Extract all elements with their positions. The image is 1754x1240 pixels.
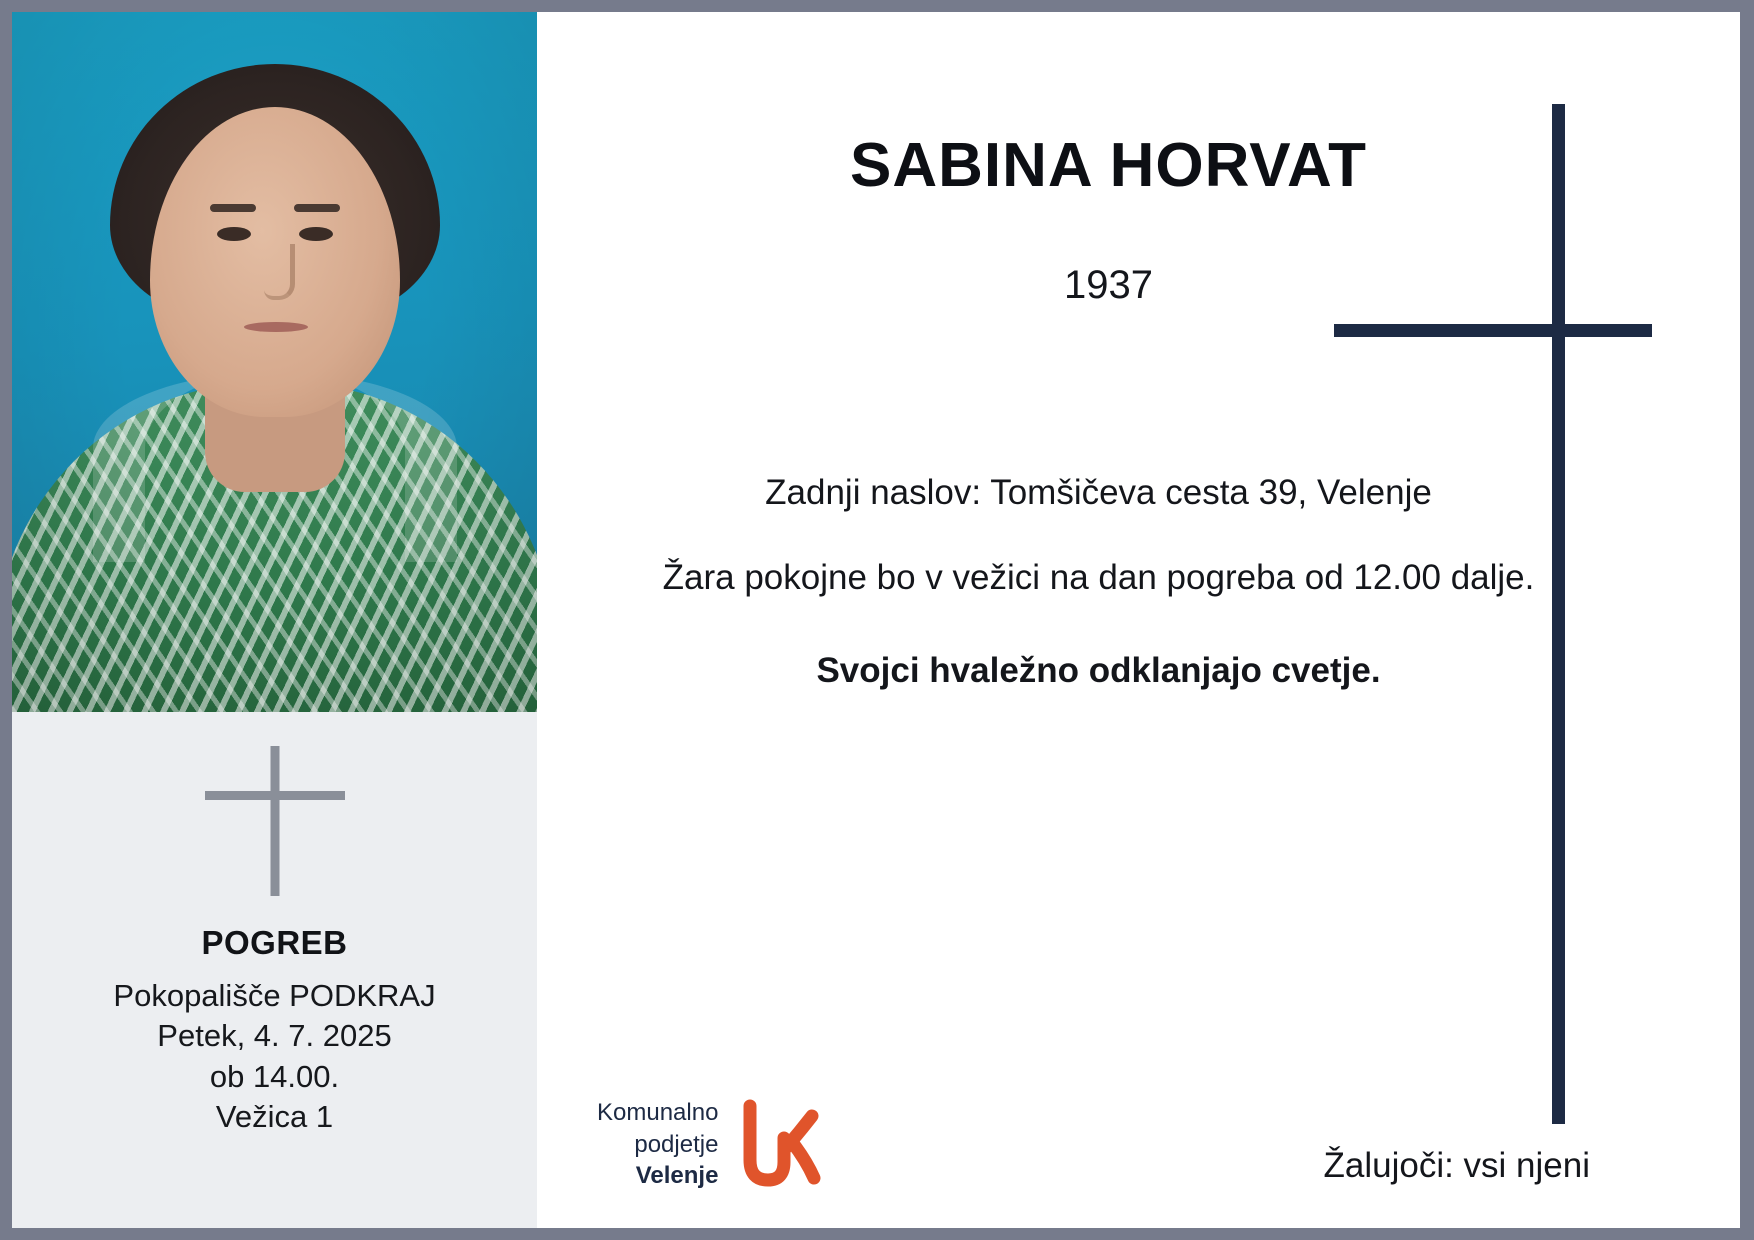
funeral-cemetery: Pokopališče PODKRAJ — [113, 978, 436, 1013]
urn-note: Žara pokojne bo v vežici na dan pogreba od 12.00 dalje. — [662, 557, 1535, 597]
portrait-vignette — [12, 12, 537, 712]
funeral-heading: POGREB — [201, 924, 348, 961]
right-panel — [537, 12, 1740, 1228]
company-logo-mark-icon — [736, 1098, 822, 1190]
deceased-name: SABINA HORVAT — [849, 131, 1368, 200]
company-logo-line-3: Velenje — [635, 1162, 719, 1190]
cross-icon-small — [195, 746, 355, 896]
company-logo-line-2: podjetje — [634, 1130, 719, 1158]
funeral-details — [12, 712, 537, 1228]
company-logo-text — [597, 1097, 718, 1192]
cross-vertical-bar — [270, 746, 279, 896]
cross-horizontal-bar — [205, 791, 345, 800]
mourners-text: Žalujoči: vsi njeni — [1323, 1146, 1590, 1185]
card-footer — [537, 1097, 1740, 1192]
cross-horizontal-bar — [1334, 324, 1652, 337]
left-panel — [12, 12, 537, 1228]
deceased-portrait-photo — [12, 12, 537, 712]
flowers-note: Svojci hvaležno odklanjajo cvetje. — [816, 650, 1381, 690]
birth-year: 1937 — [1064, 263, 1153, 307]
last-address: Zadnji naslov: Tomšičeva cesta 39, Velenje — [765, 473, 1432, 512]
cross-vertical-bar — [1552, 104, 1565, 1124]
funeral-chapel: Vežica 1 — [215, 1098, 334, 1134]
funeral-date: Petek, 4. 7. 2025 — [157, 1018, 392, 1054]
funeral-time: ob 14.00. — [209, 1058, 340, 1094]
cross-icon-large — [1402, 104, 1652, 1124]
company-logo-line-1: Komunalno — [597, 1098, 719, 1126]
obituary-card — [12, 12, 1740, 1228]
company-logo — [597, 1097, 822, 1192]
